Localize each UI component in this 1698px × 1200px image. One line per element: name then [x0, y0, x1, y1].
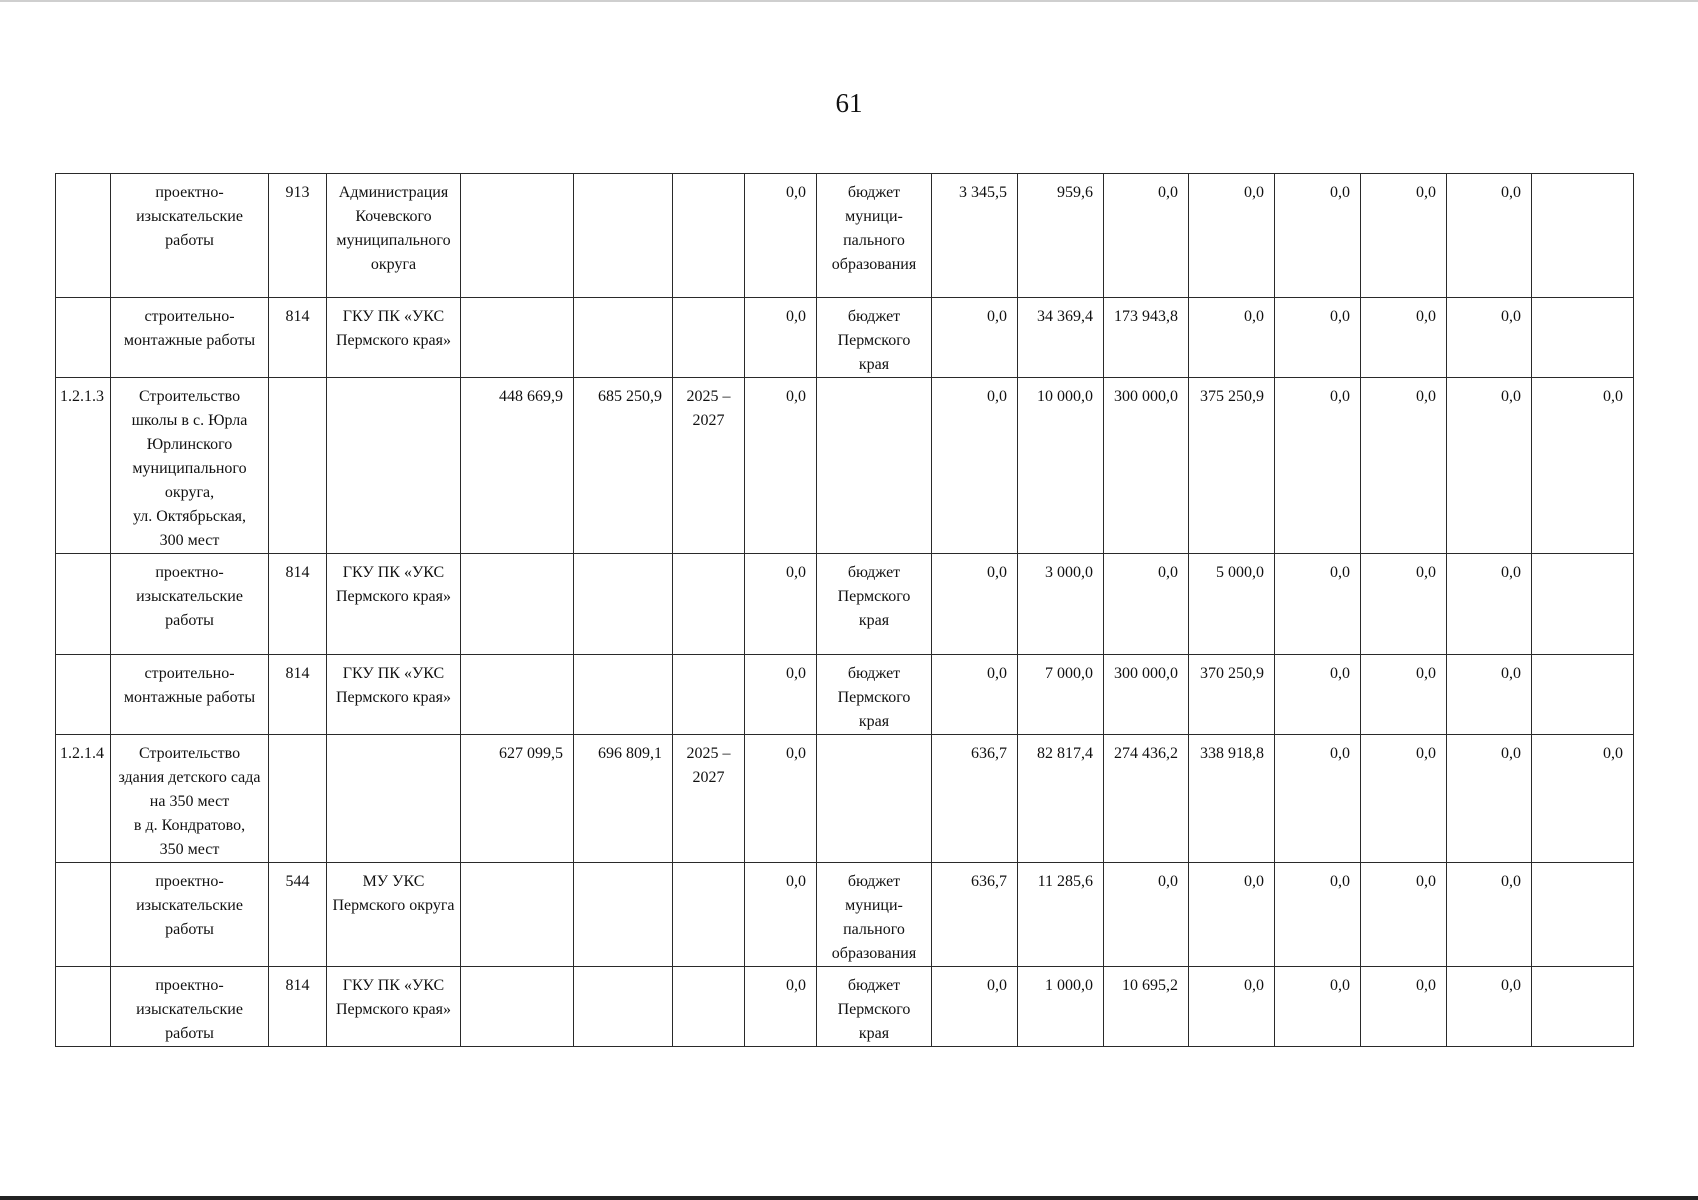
- year-value-cell: 0,0: [1361, 174, 1447, 298]
- year-value-cell: 0,0: [1189, 863, 1275, 967]
- executor-cell: Администрация Кочевского муниципального округа: [327, 174, 461, 298]
- table-row: [56, 967, 1634, 1047]
- prior-funding-cell: 0,0: [745, 655, 817, 735]
- grbs-code-cell: 913: [269, 174, 327, 298]
- prior-funding-cell: 0,0: [745, 735, 817, 863]
- year-value-cell: 0,0: [1447, 378, 1532, 554]
- year-value-cell: 375 250,9: [1189, 378, 1275, 554]
- total-cost-cell: 696 809,1: [574, 735, 673, 863]
- remaining-cost-cell: [1532, 174, 1634, 298]
- period-cell: [673, 174, 745, 298]
- item-name-cell: проектно- изыскательские работы: [111, 863, 269, 967]
- year-value-cell: 0,0: [1447, 174, 1532, 298]
- table-row: [56, 174, 1634, 298]
- year-value-cell: 0,0: [932, 298, 1018, 378]
- year-value-cell: 10 695,2: [1104, 967, 1189, 1047]
- total-cost-cell: [574, 298, 673, 378]
- grbs-code-cell: 814: [269, 554, 327, 655]
- year-value-cell: 0,0: [1275, 298, 1361, 378]
- remaining-cost-cell: [1532, 298, 1634, 378]
- grbs-code-cell: [269, 735, 327, 863]
- executor-cell: [327, 378, 461, 554]
- prior-funding-cell: 0,0: [745, 967, 817, 1047]
- prior-funding-cell: 0,0: [745, 378, 817, 554]
- year-value-cell: 0,0: [1361, 655, 1447, 735]
- executor-cell: ГКУ ПК «УКС Пермского края»: [327, 655, 461, 735]
- remaining-cost-cell: [1532, 967, 1634, 1047]
- year-value-cell: 0,0: [1189, 967, 1275, 1047]
- executor-cell: ГКУ ПК «УКС Пермского края»: [327, 554, 461, 655]
- year-value-cell: 173 943,8: [1104, 298, 1189, 378]
- year-value-cell: 0,0: [1361, 378, 1447, 554]
- period-cell: [673, 863, 745, 967]
- funding-source-cell: бюджет Пермского края: [817, 554, 932, 655]
- page-number: 61: [835, 88, 863, 118]
- year-value-cell: 274 436,2: [1104, 735, 1189, 863]
- year-value-cell: 0,0: [1104, 863, 1189, 967]
- item-name-cell: Строительство школы в с. Юрла Юрлинского муниципального округа, ул. Октябрьская, 300 мест: [111, 378, 269, 554]
- item-number-cell: [56, 298, 111, 378]
- item-number-cell: 1.2.1.4: [56, 735, 111, 863]
- year-value-cell: 0,0: [1104, 174, 1189, 298]
- year-value-cell: 0,0: [932, 967, 1018, 1047]
- year-value-cell: 0,0: [1447, 298, 1532, 378]
- table-row: [56, 554, 1634, 655]
- year-value-cell: 0,0: [1275, 554, 1361, 655]
- year-value-cell: 0,0: [1189, 174, 1275, 298]
- item-name-cell: строительно- монтажные работы: [111, 298, 269, 378]
- total-cost-cell: [574, 554, 673, 655]
- prior-funding-cell: 0,0: [745, 174, 817, 298]
- year-value-cell: 5 000,0: [1189, 554, 1275, 655]
- table-row: [56, 298, 1634, 378]
- item-name-cell: проектно- изыскательские работы: [111, 967, 269, 1047]
- grbs-code-cell: 814: [269, 967, 327, 1047]
- grbs-code-cell: [269, 378, 327, 554]
- year-value-cell: 338 918,8: [1189, 735, 1275, 863]
- item-name-cell: строительно- монтажные работы: [111, 655, 269, 735]
- year-value-cell: 300 000,0: [1104, 378, 1189, 554]
- year-value-cell: 11 285,6: [1018, 863, 1104, 967]
- total-cost-cell: [574, 967, 673, 1047]
- estimated-cost-cell: [461, 967, 574, 1047]
- year-value-cell: 82 817,4: [1018, 735, 1104, 863]
- grbs-code-cell: 544: [269, 863, 327, 967]
- estimated-cost-cell: [461, 655, 574, 735]
- year-value-cell: 0,0: [1447, 967, 1532, 1047]
- remaining-cost-cell: [1532, 863, 1634, 967]
- year-value-cell: 0,0: [1189, 298, 1275, 378]
- item-number-cell: [56, 967, 111, 1047]
- prior-funding-cell: 0,0: [745, 554, 817, 655]
- item-number-cell: [56, 863, 111, 967]
- item-name-cell: проектно- изыскательские работы: [111, 554, 269, 655]
- year-value-cell: 7 000,0: [1018, 655, 1104, 735]
- year-value-cell: 0,0: [1275, 735, 1361, 863]
- funding-source-cell: [817, 378, 932, 554]
- item-number-cell: [56, 554, 111, 655]
- item-number-cell: [56, 655, 111, 735]
- year-value-cell: 0,0: [1361, 735, 1447, 863]
- funding-source-cell: [817, 735, 932, 863]
- year-value-cell: 0,0: [1447, 863, 1532, 967]
- executor-cell: МУ УКС Пермского округа: [327, 863, 461, 967]
- year-value-cell: 0,0: [932, 378, 1018, 554]
- period-cell: [673, 554, 745, 655]
- remaining-cost-cell: 0,0: [1532, 378, 1634, 554]
- estimated-cost-cell: [461, 174, 574, 298]
- item-number-cell: 1.2.1.3: [56, 378, 111, 554]
- grbs-code-cell: 814: [269, 655, 327, 735]
- year-value-cell: 0,0: [1361, 967, 1447, 1047]
- year-value-cell: 34 369,4: [1018, 298, 1104, 378]
- year-value-cell: 3 000,0: [1018, 554, 1104, 655]
- grbs-code-cell: 814: [269, 298, 327, 378]
- year-value-cell: 0,0: [1361, 863, 1447, 967]
- year-value-cell: 636,7: [932, 863, 1018, 967]
- funding-source-cell: бюджет Пермского края: [817, 298, 932, 378]
- estimated-cost-cell: 627 099,5: [461, 735, 574, 863]
- period-cell: [673, 967, 745, 1047]
- table-row: [56, 655, 1634, 735]
- year-value-cell: 636,7: [932, 735, 1018, 863]
- remaining-cost-cell: 0,0: [1532, 735, 1634, 863]
- year-value-cell: 959,6: [1018, 174, 1104, 298]
- year-value-cell: 0,0: [1275, 378, 1361, 554]
- estimated-cost-cell: [461, 863, 574, 967]
- year-value-cell: 0,0: [1275, 174, 1361, 298]
- funding-source-cell: бюджет муници- пального образования: [817, 863, 932, 967]
- executor-cell: ГКУ ПК «УКС Пермского края»: [327, 298, 461, 378]
- estimated-cost-cell: [461, 554, 574, 655]
- table-body: [56, 174, 1634, 1047]
- total-cost-cell: 685 250,9: [574, 378, 673, 554]
- year-value-cell: 370 250,9: [1189, 655, 1275, 735]
- year-value-cell: 0,0: [1104, 554, 1189, 655]
- period-cell: [673, 655, 745, 735]
- year-value-cell: 300 000,0: [1104, 655, 1189, 735]
- executor-cell: [327, 735, 461, 863]
- table-row: [56, 863, 1634, 967]
- remaining-cost-cell: [1532, 655, 1634, 735]
- year-value-cell: 0,0: [1361, 298, 1447, 378]
- table-row: [56, 735, 1634, 863]
- item-name-cell: Строительство здания детского сада на 350 мест в д. Кондратово, 350 мест: [111, 735, 269, 863]
- year-value-cell: 0,0: [1447, 655, 1532, 735]
- prior-funding-cell: 0,0: [745, 863, 817, 967]
- year-value-cell: 0,0: [1275, 655, 1361, 735]
- year-value-cell: 0,0: [1447, 735, 1532, 863]
- year-value-cell: 0,0: [1275, 967, 1361, 1047]
- total-cost-cell: [574, 863, 673, 967]
- estimated-cost-cell: [461, 298, 574, 378]
- year-value-cell: 10 000,0: [1018, 378, 1104, 554]
- total-cost-cell: [574, 655, 673, 735]
- estimated-cost-cell: 448 669,9: [461, 378, 574, 554]
- prior-funding-cell: 0,0: [745, 298, 817, 378]
- year-value-cell: 0,0: [1361, 554, 1447, 655]
- period-cell: [673, 298, 745, 378]
- executor-cell: ГКУ ПК «УКС Пермского края»: [327, 967, 461, 1047]
- page-bottom-edge: [0, 1196, 1698, 1200]
- year-value-cell: 0,0: [932, 655, 1018, 735]
- period-cell: 2025 – 2027: [673, 735, 745, 863]
- period-cell: 2025 – 2027: [673, 378, 745, 554]
- funding-source-cell: бюджет Пермского края: [817, 967, 932, 1047]
- item-number-cell: [56, 174, 111, 298]
- total-cost-cell: [574, 174, 673, 298]
- year-value-cell: 0,0: [1275, 863, 1361, 967]
- year-value-cell: 1 000,0: [1018, 967, 1104, 1047]
- funding-source-cell: бюджет Пермского края: [817, 655, 932, 735]
- page-top-edge: [0, 0, 1698, 2]
- year-value-cell: 0,0: [1447, 554, 1532, 655]
- remaining-cost-cell: [1532, 554, 1634, 655]
- item-name-cell: проектно- изыскательские работы: [111, 174, 269, 298]
- table-row: [56, 378, 1634, 554]
- funding-source-cell: бюджет муници- пального образования: [817, 174, 932, 298]
- year-value-cell: 0,0: [932, 554, 1018, 655]
- budget-table: [55, 173, 1634, 1047]
- year-value-cell: 3 345,5: [932, 174, 1018, 298]
